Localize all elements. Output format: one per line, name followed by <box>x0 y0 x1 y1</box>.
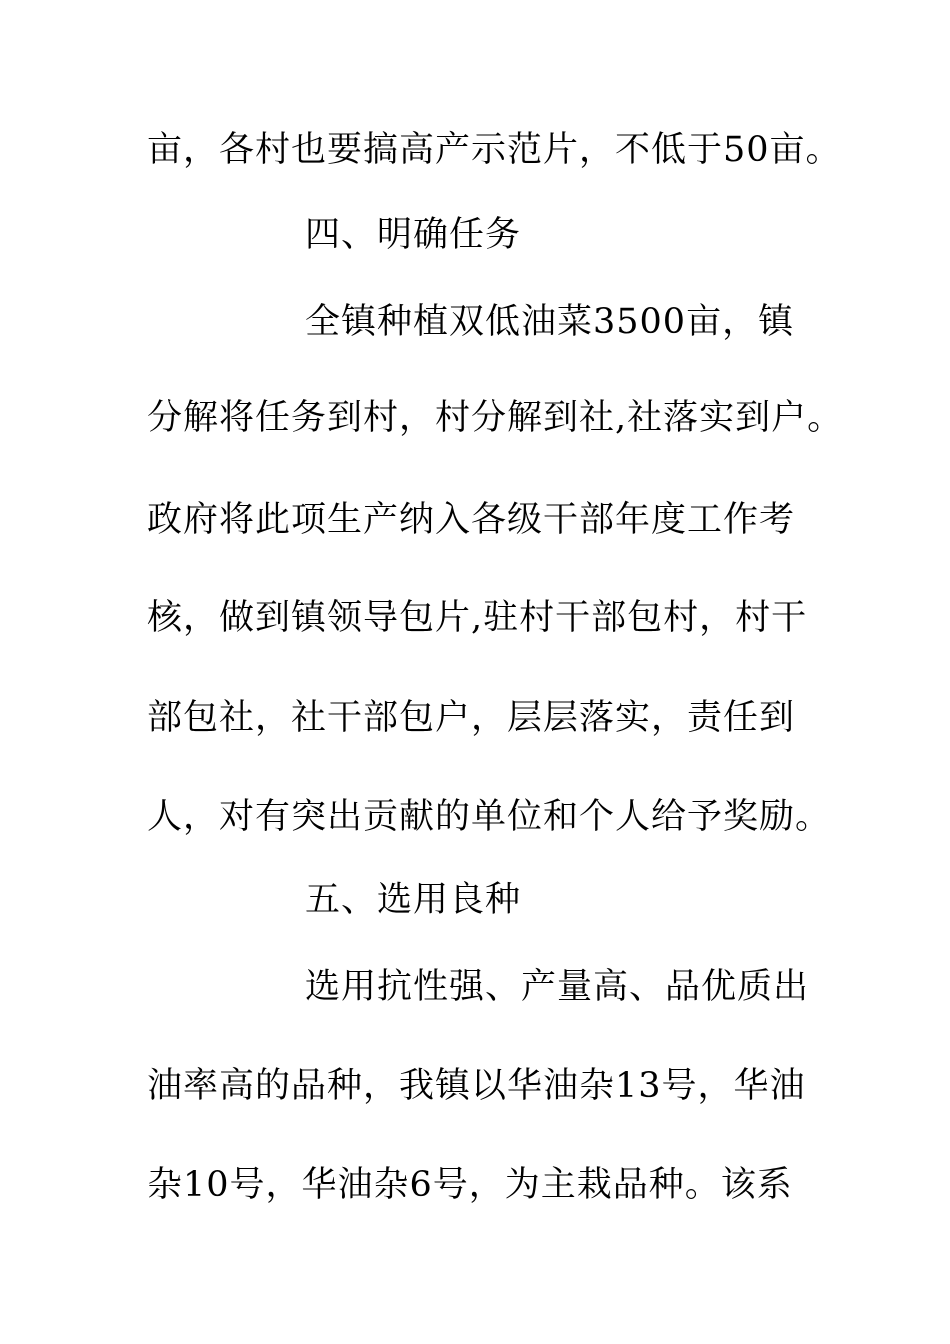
paragraph-line: 杂10号，华油杂6号，为主栽品种。该系 <box>147 1165 793 1205</box>
paragraph-line: 选用抗性强、产量高、品优质出 <box>305 967 810 1007</box>
paragraph-line: 部包社，社干部包户，层层落实，责任到 <box>147 698 796 738</box>
section-heading: 四、明确任务 <box>305 215 522 255</box>
paragraph-line: 核，做到镇领导包片,驻村干部包村，村干 <box>147 598 808 638</box>
paragraph-line: 政府将此项生产纳入各级干部年度工作考 <box>147 500 796 540</box>
paragraph-line: 分解将任务到村，村分解到社,社落实到户。 <box>147 398 844 438</box>
paragraph-line: 亩，各村也要搞高产示范片，不低于50亩。 <box>147 130 842 170</box>
paragraph-line: 油率高的品种，我镇以华油杂13号，华油 <box>147 1066 806 1106</box>
paragraph-line: 全镇种植双低油菜3500亩，镇 <box>305 302 795 342</box>
paragraph-line: 人，对有突出贡献的单位和个人给予奖励。 <box>147 797 832 837</box>
section-heading: 五、选用良种 <box>305 880 522 920</box>
